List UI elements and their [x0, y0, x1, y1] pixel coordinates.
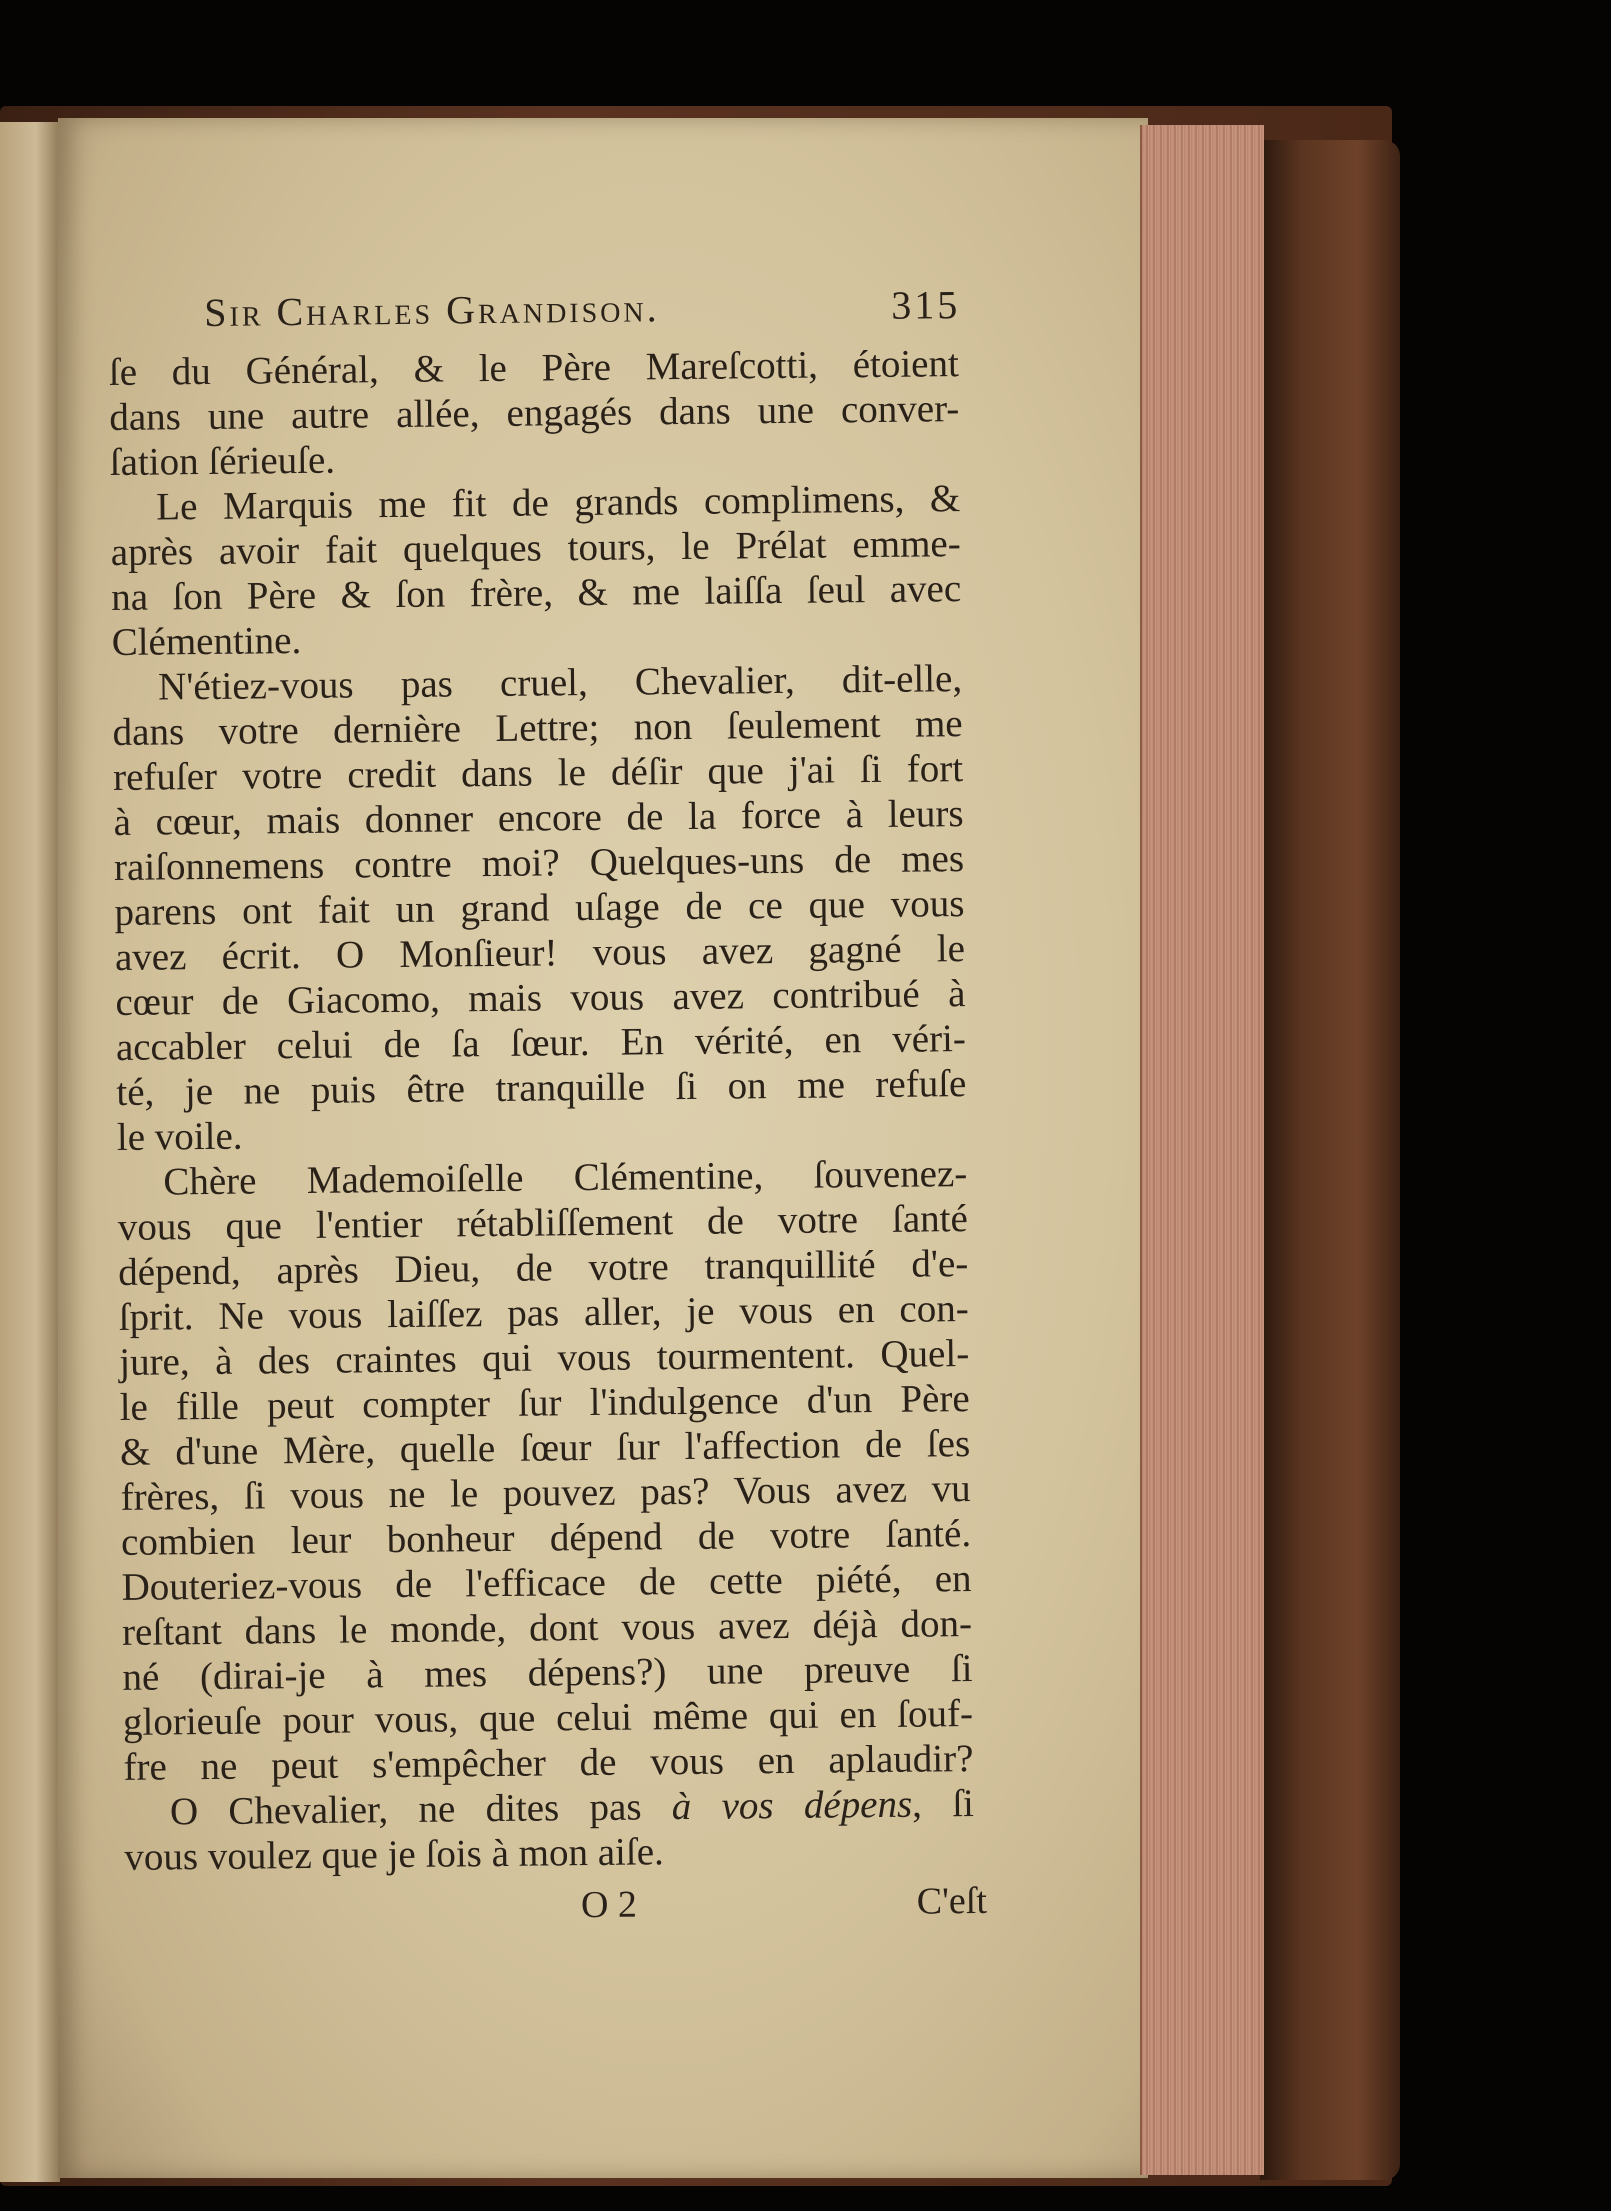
text-line: parens ont fait un grand uſage de ce que vous — [114, 882, 965, 934]
book-cover-edge — [1260, 140, 1400, 2180]
text-line: & d'une Mère, quelle ſœur ſur l'affection de ſes — [119, 1422, 971, 1474]
text-line: à cœur, mais donner encore de la force à leurs — [113, 792, 964, 844]
running-title: Sir Charles Grandison. — [204, 285, 660, 335]
facing-page-edge — [0, 122, 60, 2182]
page-number: 315 — [890, 282, 961, 328]
body-text — [109, 341, 975, 1880]
text-line: après avoir fait quelques tours, le Prélat emme- — [110, 522, 961, 574]
text-line: vous voulez que je ſois à mon aiſe. — [124, 1830, 664, 1879]
text-line: ſprit. Ne vous laiſſez pas aller, je vous en con- — [118, 1287, 969, 1339]
running-header — [108, 281, 959, 350]
text-line: reſtant dans le monde, dont vous avez déjà don- — [121, 1602, 973, 1654]
text-span: , ſi — [911, 1782, 975, 1826]
text-line: té, je ne puis être tranquille ſi on me refuſe — [116, 1062, 967, 1114]
text-line: N'étiez-vous pas cruel, Chevalier, dit-elle, — [157, 657, 963, 709]
text-line: combien leur bonheur dépend de votre ſanté. — [120, 1512, 972, 1564]
italic-text: à vos dépens — [671, 1782, 913, 1829]
text-line: fre ne peut s'empêcher de vous en aplaudir? — [123, 1737, 974, 1789]
text-line: dans votre dernière Lettre; non ſeulement me — [112, 702, 963, 754]
text-line: dépend, après Dieu, de votre tranquillité d'e- — [118, 1242, 969, 1294]
text-line: le fille peut compter ſur l'indulgence d'un Père — [119, 1377, 970, 1429]
text-line: ſation ſérieuſe. — [109, 438, 336, 484]
text-line: Douteriez-vous de l'efficace de cette piété, en — [121, 1557, 972, 1609]
signature-mark: O 2 — [580, 1883, 638, 1927]
text-line: cœur de Giacomo, mais vous avez contribué à — [115, 972, 966, 1024]
text-line: Clémentine. — [111, 618, 302, 664]
text-line: accabler celui de ſa ſœur. En vérité, en véri- — [115, 1017, 967, 1069]
text-line: na ſon Père & ſon frère, & me laiſſa ſeul avec — [110, 567, 962, 619]
text-line: né (dirai-je à mes dépens?) une preuve ſi — [122, 1647, 973, 1699]
text-line: glorieuſe pour vous, que celui même qui en ſouf- — [122, 1692, 974, 1744]
text-span: O Chevalier, ne dites pas — [169, 1785, 673, 1834]
page-text-block — [108, 281, 988, 1938]
page-footer — [125, 1879, 988, 1938]
text-line: Le Marquis me fit de grands complimens, & — [156, 477, 961, 529]
text-line: raiſonnemens contre moi? Quelques-uns de mes — [113, 837, 965, 889]
text-line: avez écrit. O Monſieur! vous avez gagné le — [114, 927, 966, 979]
catchword: C'eſt — [916, 1879, 988, 1923]
page-fore-edge — [1140, 125, 1264, 2175]
text-line: ſe du Général, & le Père Mareſcotti, étoient — [108, 342, 960, 394]
text-line: frères, ſi vous ne le pouvez pas? Vous avez vu — [120, 1467, 971, 1519]
text-line: le voile. — [116, 1114, 243, 1159]
text-line — [124, 1781, 974, 1835]
text-line: dans une autre allée, engagés dans une conver- — [109, 387, 960, 439]
text-line: jure, à des craintes qui vous tourmentent. Quel- — [119, 1332, 970, 1384]
text-line: Chère Mademoiſelle Clémentine, ſouvenez- — [163, 1152, 968, 1204]
text-line: refuſer votre credit dans le déſir que j'ai ſi fort — [112, 747, 964, 799]
text-line: vous que l'entier rétabliſſement de votre ſanté — [117, 1197, 968, 1249]
